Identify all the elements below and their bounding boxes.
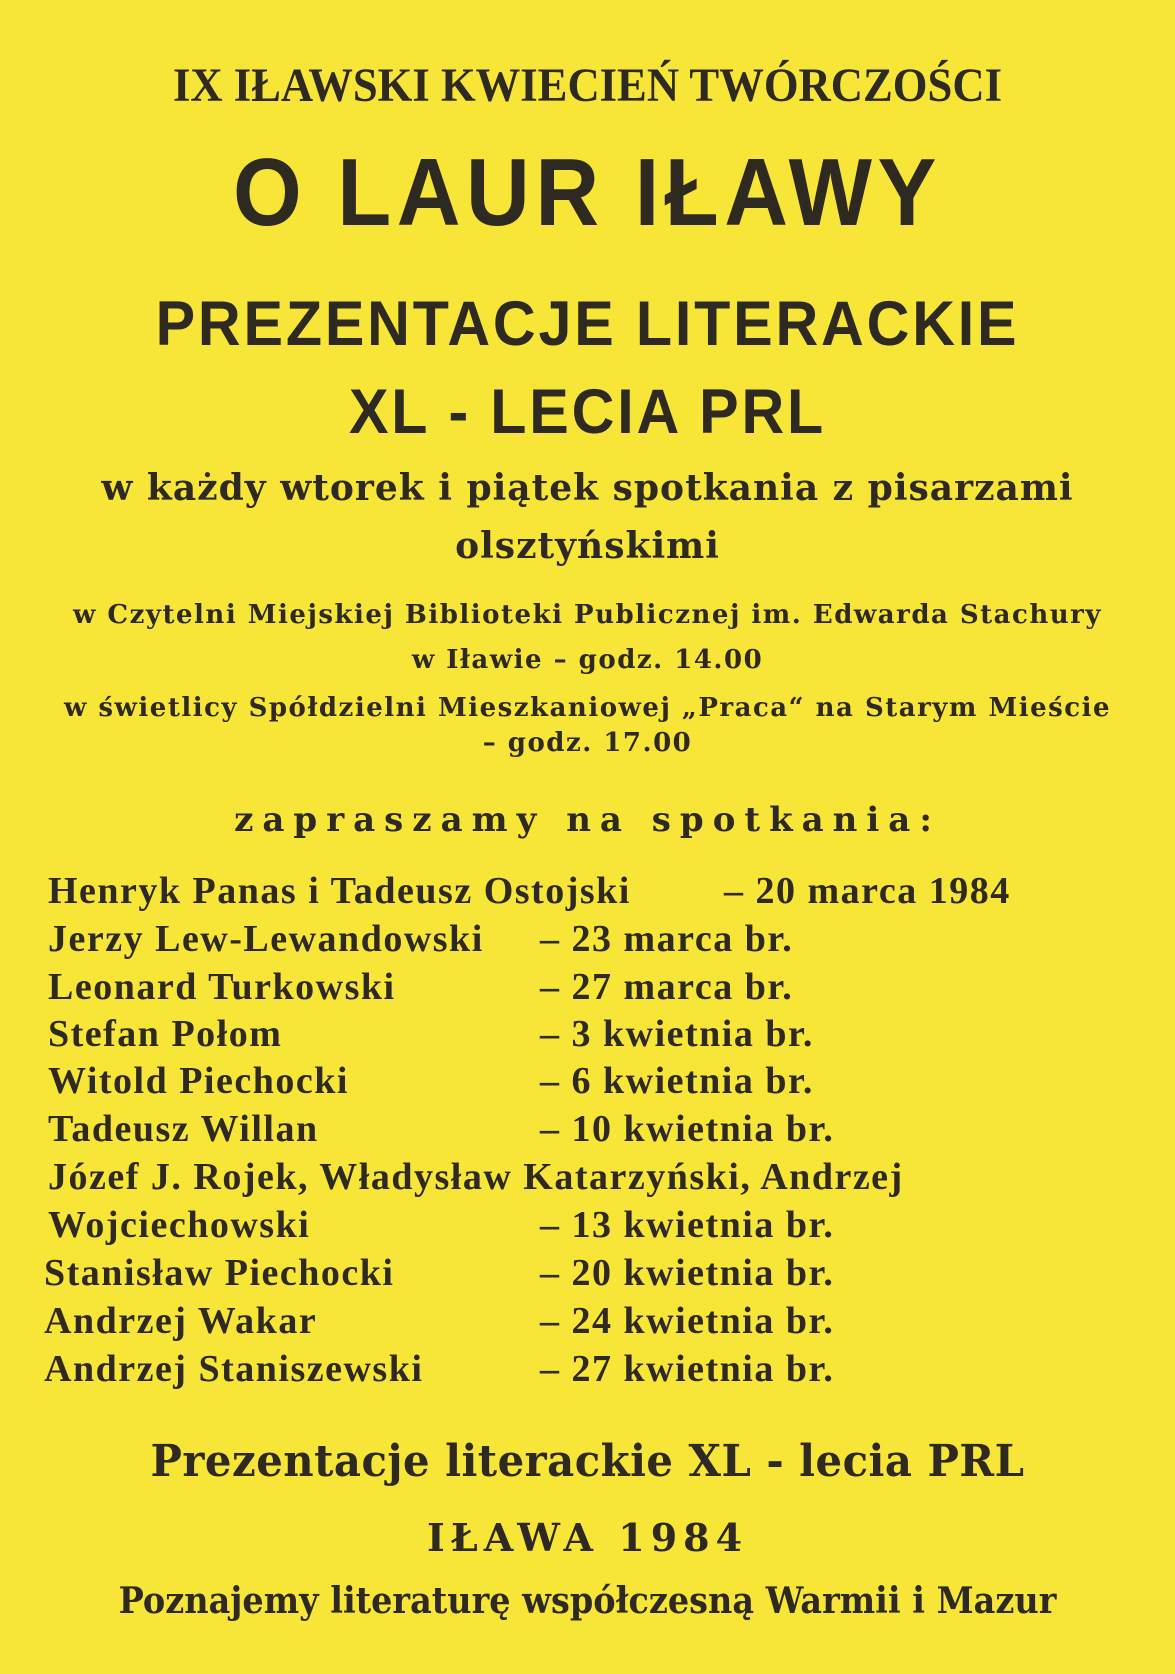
footer-presentations: Prezentacje literackie XL - lecia PRL — [150, 1436, 1025, 1487]
meeting-date: – 10 kwietnia br. — [540, 1108, 835, 1150]
meeting-date: – 23 marca br. — [540, 918, 794, 960]
festival-title: IX IŁAWSKI KWIECIEŃ TWÓRCZOŚCI — [173, 59, 1002, 112]
main-title: O LAUR IŁAWY — [233, 139, 942, 246]
meeting-name: Stanisław Piechocki — [44, 1252, 395, 1294]
meeting-name: Henryk Panas i Tadeusz Ostojski — [48, 870, 631, 912]
meeting-date: – 20 marca 1984 — [724, 870, 1011, 912]
meeting-name: Józef J. Rojek, Władysław Katarzyński, Andrzej — [48, 1156, 904, 1198]
venue-library-time: w Iławie – godz. 14.00 — [411, 645, 764, 675]
footer-motto: Poznajemy literaturę współczesną Warmii i Mazur — [118, 1580, 1057, 1622]
meeting-name: Wojciechowski — [48, 1204, 311, 1246]
venue-cooperative: w świetlicy Spółdzielni Mieszkaniowej „Praca“ na Starym Mieście — [63, 693, 1112, 723]
schedule-subtitle-line1: w każdy wtorek i piątek spotkania z pisarzami — [101, 467, 1074, 509]
meeting-date: – 3 kwietnia br. — [540, 1013, 814, 1055]
meeting-date: – 13 kwietnia br. — [540, 1204, 835, 1246]
meeting-date: – 6 kwietnia br. — [540, 1060, 814, 1102]
meeting-name: Andrzej Wakar — [44, 1300, 318, 1342]
meeting-date: – 27 kwietnia br. — [540, 1348, 835, 1390]
meeting-date: – 27 marca br. — [540, 966, 794, 1008]
meeting-name: Andrzej Staniszewski — [44, 1348, 424, 1390]
schedule-subtitle-line2: olsztyńskimi — [455, 525, 720, 567]
invitation-heading: zapraszamy na spotkania: — [234, 800, 941, 840]
venue-library: w Czytelni Miejskiej Biblioteki Publicznej im. Edwarda Stachury — [73, 600, 1102, 630]
presentation-title: PREZENTACJE LITERACKIE — [155, 289, 1020, 359]
meeting-name: Jerzy Lew-Lewandowski — [48, 918, 484, 960]
meetings-list — [0, 860, 1175, 1420]
meeting-name: Leonard Turkowski — [48, 966, 396, 1008]
venue-cooperative-time: – godz. 17.00 — [482, 728, 693, 758]
meeting-name: Stefan Połom — [48, 1013, 283, 1055]
anniversary-title: XL - LECIA PRL — [348, 377, 827, 447]
meeting-date: – 20 kwietnia br. — [540, 1252, 835, 1294]
meeting-date: – 24 kwietnia br. — [540, 1300, 835, 1342]
meeting-name: Witold Piechocki — [48, 1060, 349, 1102]
footer-place-year: IŁAWA 1984 — [426, 1515, 749, 1560]
meeting-name: Tadeusz Willan — [48, 1108, 319, 1150]
